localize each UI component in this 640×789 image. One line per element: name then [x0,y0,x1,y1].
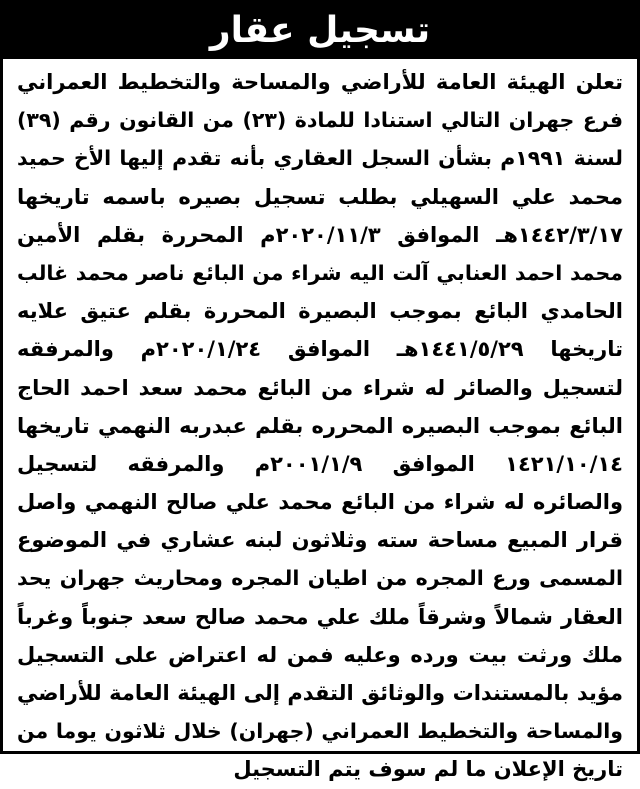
notice-line-12: والصائره له شراء من البائع محمد علي صالح النهمي واصل [17,490,623,515]
notice-line-4: محمد علي السهيلي بطلب تسجيل بصيره باسمه تاريخها [17,184,623,209]
notice-line-5: ١٤٤٢/٣/١٧هـ الموافق ٢٠٢٠/١١/٣م المحررة بقلم الأمين [17,222,623,247]
notice-line-10: البائع بموجب البصيره المحرره بقلم عبدربه النهمي تاريخها [17,413,623,438]
notice-line-15: العقار شمالاً وشرقاً ملك علي محمد صالح سعد جنوباً وغرباً [17,604,623,629]
notice-body [17,63,623,789]
notice-line-9: لتسجيل والصائر له شراء من البائع محمد سعد احمد الحاج [17,375,623,400]
notice-line-16: ملك ورثت بيت ورده وعليه فمن له اعتراض على التسجيل [17,642,623,667]
notice-line-6: محمد احمد العنابي آلت اليه شراء من البائع ناصر محمد غالب [17,260,623,285]
notice-line-19: تاريخ الإعلان ما لم سوف يتم التسجيل [233,757,623,782]
notice-line-8: تاريخها ١٤٤١/٥/٢٩هـ الموافق ٢٠٢٠/١/٢٤م والمرفقه [17,337,623,362]
notice-line-7: الحامدي البائع بموجب البصيرة المحررة بقلم عتيق علايه [17,299,623,324]
notice-line-18: والمساحة والتخطيط العمراني (جهران) خلال ثلاثون يوما من [17,719,623,744]
notice-line-14: المسمى ورع المجره من اطيان المجره ومحاريث جهران يحد [17,566,623,591]
notice-line-3: لسنة ١٩٩١م بشأن السجل العقاري بأنه تقدم إليها الأخ حميد [17,146,623,171]
notice-line-1: تعلن الهيئة العامة للأراضي والمساحة والتخطيط العمراني [17,70,623,94]
notice-header-banner [3,3,637,59]
notice-line-2: فرع جهران التالي استنادا للمادة (٢٣) من القانون رقم (٣٩) [17,108,623,133]
notice-title: تسجيل عقار [209,10,431,51]
notice-line-13: قرار المبيع مساحة سته وثلاثون لبنه عشاري في الموضوع [17,528,623,553]
notice-line-11: ١٤٢١/١٠/١٤ الموافق ٢٠٠١/١/٩م والمرفقه لتسجيل [17,451,623,476]
notice-line-17: مؤيد بالمستندات والوثائق التقدم إلى الهيئة العامة للأراضي [17,681,623,705]
